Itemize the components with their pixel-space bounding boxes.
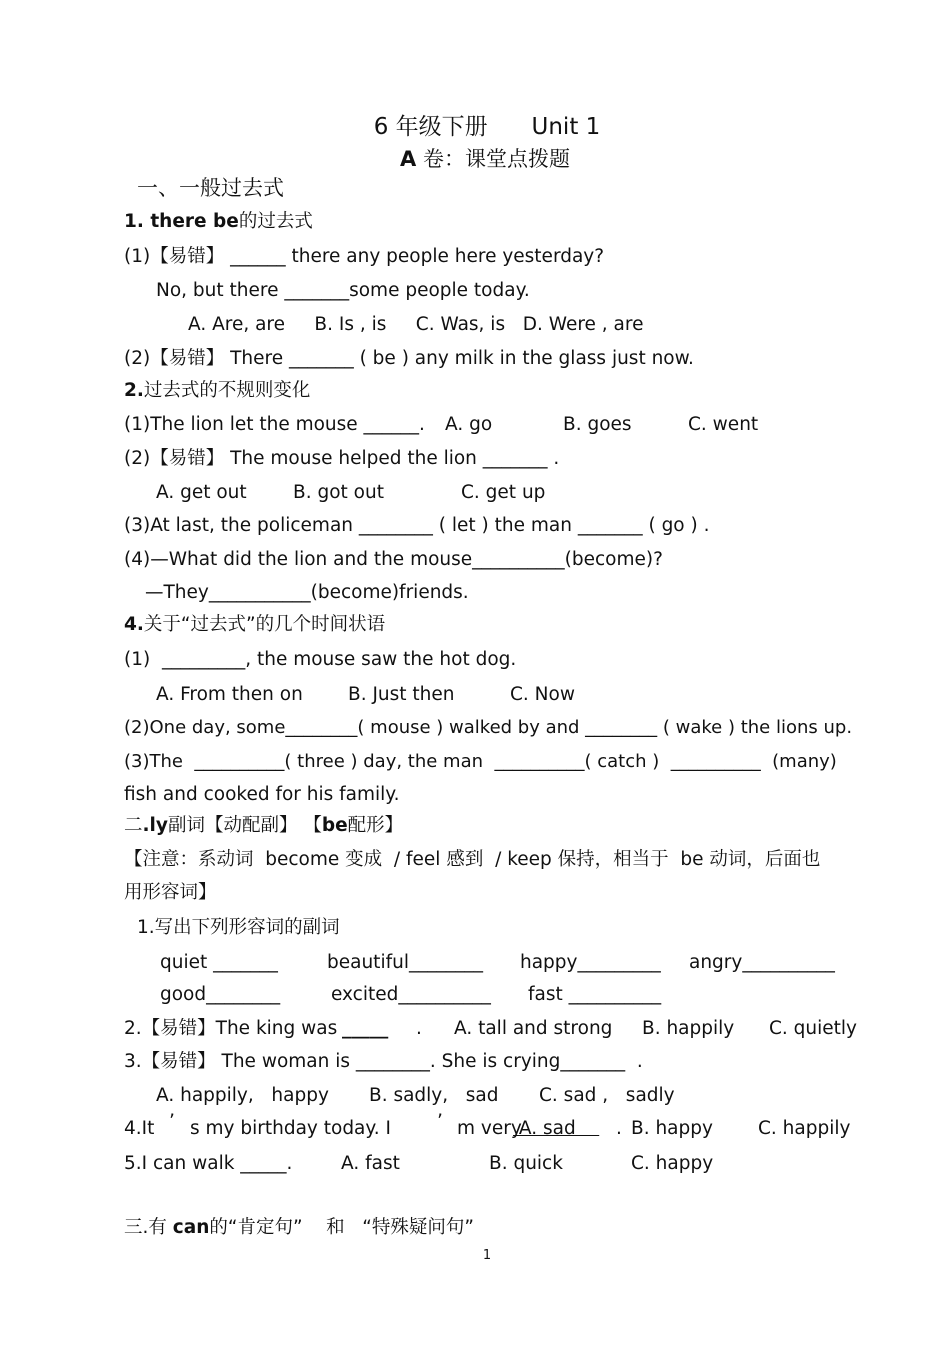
task-heading: 1.写出下列形容词的副词: [137, 917, 340, 938]
page-number: 1: [482, 1248, 492, 1263]
option: C. sad , sadly: [539, 1085, 675, 1106]
option: A. From then on: [156, 684, 303, 705]
question-line: 5.I can walk _____.: [124, 1153, 293, 1174]
question-line: (2)【易错】 The mouse helped the lion _______ .: [124, 448, 560, 469]
point-2-heading: [124, 379, 310, 403]
option: A. fast: [341, 1153, 400, 1174]
option: A. go: [445, 414, 493, 435]
section-3-bold: can: [172, 1217, 210, 1238]
answer-underlined: A. sad: [513, 1118, 600, 1139]
note-line: 用形容词】: [124, 882, 217, 903]
apostrophe: ’: [437, 1111, 443, 1132]
page-subtitle: [0, 143, 950, 173]
question-line: (4)—What did the lion and the mouse__________(become)?: [124, 549, 663, 570]
section-2-end: 配形】: [347, 815, 404, 836]
word-blank: excited__________: [331, 984, 491, 1005]
question-line: No, but there _______some people today.: [156, 280, 530, 301]
point-4-heading: [124, 613, 385, 637]
section-3-pre: 三: [124, 1217, 143, 1238]
option: C. quietly: [769, 1018, 858, 1039]
section-2-pre: 二: [124, 815, 143, 836]
question-line: 3.【易错】 The woman is ________. She is crying_______ .: [124, 1051, 643, 1072]
question-line: (3)At last, the policeman ________ ( let ) the man _______ ( go ) .: [124, 515, 710, 536]
question-line: —They___________(become)friends.: [145, 582, 469, 603]
option: C. went: [688, 414, 759, 435]
point-1-rest: 的过去式: [238, 211, 313, 232]
point-4-rest: 关于“过去式”的几个时间状语: [143, 614, 386, 635]
option: A. happily, happy: [156, 1085, 329, 1106]
option: B. happy: [631, 1118, 713, 1139]
options-line: A. Are, are B. Is , is C. Was, is D. Were , are: [188, 314, 644, 335]
option: C. get up: [461, 482, 546, 503]
word-blank: beautiful________: [327, 952, 483, 973]
section-2-heading: [124, 814, 403, 838]
question-line: (1) _________, the mouse saw the hot dog.: [124, 649, 517, 670]
word-blank: fast __________: [528, 984, 662, 1005]
question-part: 4.It: [124, 1118, 155, 1139]
point-4-num: 4.: [124, 614, 144, 635]
point-2-rest: 过去式的不规则变化: [143, 380, 311, 401]
question-line: (3)The __________( three ) day, the man __________( catch ) __________ (many): [124, 751, 837, 772]
point-2-num: 2.: [124, 380, 144, 401]
question-line: (2)【易错】 There _______ ( be ) any milk in the glass just now.: [124, 348, 694, 369]
option: B. goes: [563, 414, 632, 435]
option: A. get out: [156, 482, 247, 503]
section-1-heading: 一、一般过去式: [137, 176, 284, 200]
question-line: fish and cooked for his family.: [124, 784, 400, 805]
word-blank: quiet _______: [160, 952, 278, 973]
option: C. Now: [510, 684, 575, 705]
option: C. happy: [631, 1153, 714, 1174]
subtitle-bold: A: [400, 147, 417, 171]
option: B. happily: [642, 1018, 735, 1039]
page-title: 6 年级下册 Unit 1: [373, 114, 601, 140]
question-line: (1)【易错】 ______ there any people here yesterday?: [124, 246, 605, 267]
question-line: (2)One day, some________( mouse ) walked by and ________ ( wake ) the lions up.: [124, 717, 853, 738]
option: B. Just then: [348, 684, 455, 705]
section-2-bold2: be: [321, 815, 348, 836]
section-2-bold: .ly: [142, 815, 168, 836]
option: C. happily: [758, 1118, 851, 1139]
question-part: m very: [457, 1118, 522, 1139]
option: B. quick: [489, 1153, 563, 1174]
option: B. got out: [293, 482, 384, 503]
section-3-heading: [124, 1216, 474, 1240]
option: A. tall and strong: [454, 1018, 613, 1039]
section-2-mid: 副词【动配副】 【: [167, 815, 322, 836]
word-blank: good________: [160, 984, 281, 1005]
word-blank: angry__________: [689, 952, 835, 973]
subtitle-rest: 卷：课堂点拨题: [416, 147, 570, 171]
apostrophe: ’: [169, 1111, 175, 1132]
period: .: [616, 1118, 622, 1139]
point-1-num: 1. there be: [124, 211, 239, 232]
answer-blank: _____: [342, 1018, 389, 1039]
period: .: [416, 1018, 422, 1039]
question-part: s my birthday today. I: [190, 1118, 391, 1139]
question-line: 2.【易错】The king was: [124, 1018, 338, 1039]
question-line: (1)The lion let the mouse ______.: [124, 414, 425, 435]
section-3-dot: .有: [142, 1217, 173, 1238]
point-1-heading: [124, 210, 313, 234]
word-blank: happy_________: [520, 952, 661, 973]
note-line: 【注意：系动词 become 变成 / feel 感到 / keep 保持，相当于 be 动词，后面也: [124, 849, 821, 870]
section-3-rest: 的“肯定句” 和 “特殊疑问句”: [209, 1217, 474, 1238]
option: B. sadly, sad: [369, 1085, 499, 1106]
